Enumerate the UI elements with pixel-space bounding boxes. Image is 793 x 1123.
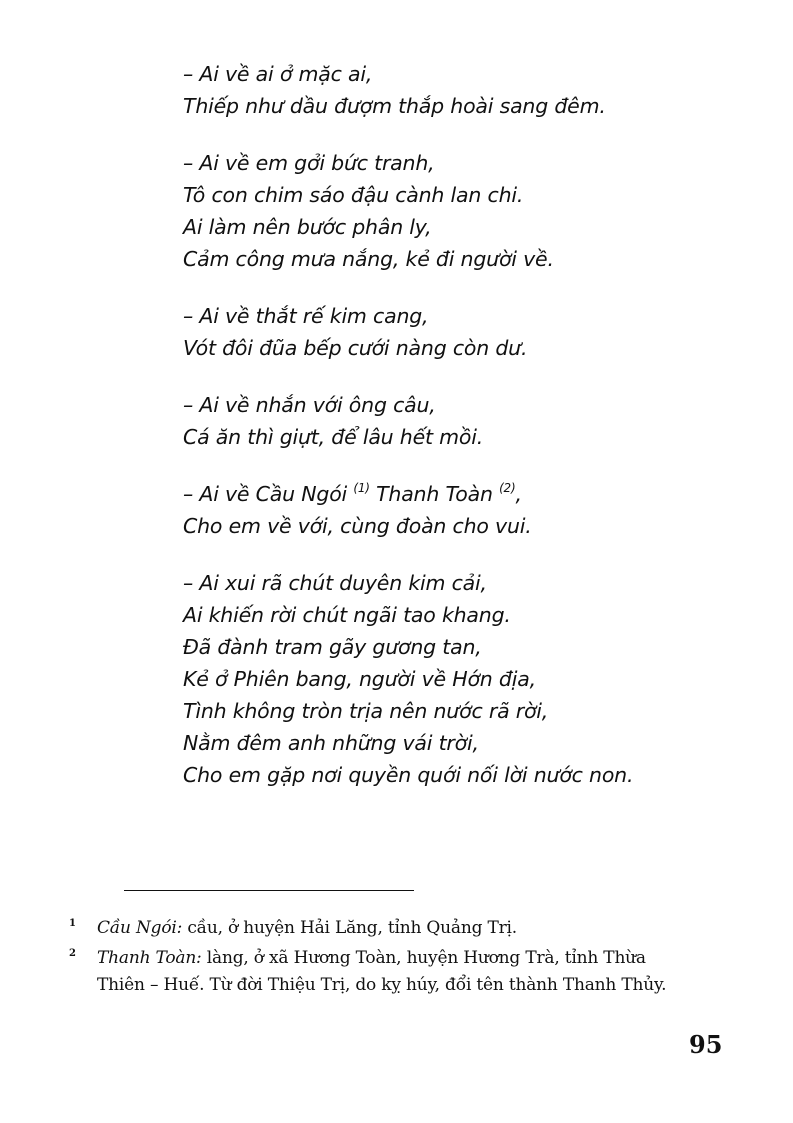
poem-line: – Ai về nhắn với ông câu, xyxy=(183,393,436,417)
poem-body xyxy=(183,58,743,816)
poem-line: Cá ăn thì giựt, để lâu hết mồi. xyxy=(183,425,484,449)
poem-text: – Ai về Cầu Ngói xyxy=(183,482,354,506)
footnote-term: Cầu Ngói: xyxy=(97,918,183,938)
footnote-divider xyxy=(124,890,414,891)
footnote-2 xyxy=(66,945,766,999)
stanza-3 xyxy=(183,300,743,364)
poem-text: Thanh Toàn xyxy=(369,482,500,506)
poem-line: Ai làm nên bước phân ly, xyxy=(183,215,432,239)
poem-line: – Ai về em gởi bức tranh, xyxy=(183,151,435,175)
footnote-line xyxy=(97,915,766,942)
footnotes xyxy=(66,915,766,1002)
poem-line: Vót đôi đũa bếp cưới nàng còn dư. xyxy=(183,336,528,360)
poem-line: Đã đành tram gãy gương tan, xyxy=(183,635,482,659)
poem-text: , xyxy=(515,482,522,506)
footnote-text: cầu, ở huyện Hải Lăng, tỉnh Quảng Trị. xyxy=(182,918,517,938)
footnote-1 xyxy=(66,915,766,942)
poem-line: Cảm công mưa nắng, kẻ đi người về. xyxy=(183,247,554,271)
poem-line: Ai khiến rời chút ngãi tao khang. xyxy=(183,603,511,627)
poem-line-with-footnotes xyxy=(183,478,743,510)
poem-line: Kẻ ở Phiên bang, người về Hớn địa, xyxy=(183,667,536,691)
stanza-5 xyxy=(183,478,743,542)
poem-line: – Ai xui rã chút duyên kim cải, xyxy=(183,571,487,595)
poem-line: Cho em gặp nơi quyền quới nối lời nước non. xyxy=(183,763,634,787)
footnote-number: 2 xyxy=(69,948,76,959)
footnote-term: Thanh Toàn: xyxy=(97,948,202,968)
poem-line: Cho em về với, cùng đoàn cho vui. xyxy=(183,514,532,538)
footnote-number: 1 xyxy=(69,918,76,929)
poem-line: Tình không tròn trịa nên nước rã rời, xyxy=(183,699,549,723)
stanza-1 xyxy=(183,58,743,122)
stanza-2 xyxy=(183,147,743,275)
poem-line: Nằm đêm anh những vái trời, xyxy=(183,731,479,755)
poem-line: Thiếp như dầu đượm thắp hoài sang đêm. xyxy=(183,94,606,118)
poem-line: – Ai về ai ở mặc ai, xyxy=(183,62,373,86)
footnote-ref-1: (1) xyxy=(353,481,370,495)
poem-line: – Ai về thắt rế kim cang, xyxy=(183,304,429,328)
footnote-text: làng, ở xã Hương Toàn, huyện Hương Trà, tỉnh Thừa xyxy=(201,948,646,968)
stanza-4 xyxy=(183,389,743,453)
page-number: 95 xyxy=(689,1030,723,1059)
stanza-6 xyxy=(183,567,743,791)
footnote-line xyxy=(97,945,766,972)
poem-line: Tô con chim sáo đậu cành lan chi. xyxy=(183,183,524,207)
footnote-ref-2: (2) xyxy=(499,481,516,495)
footnote-line: Thiên – Huế. Từ đời Thiệu Trị, do kỵ húy, đổi tên thành Thanh Thủy. xyxy=(97,975,667,995)
